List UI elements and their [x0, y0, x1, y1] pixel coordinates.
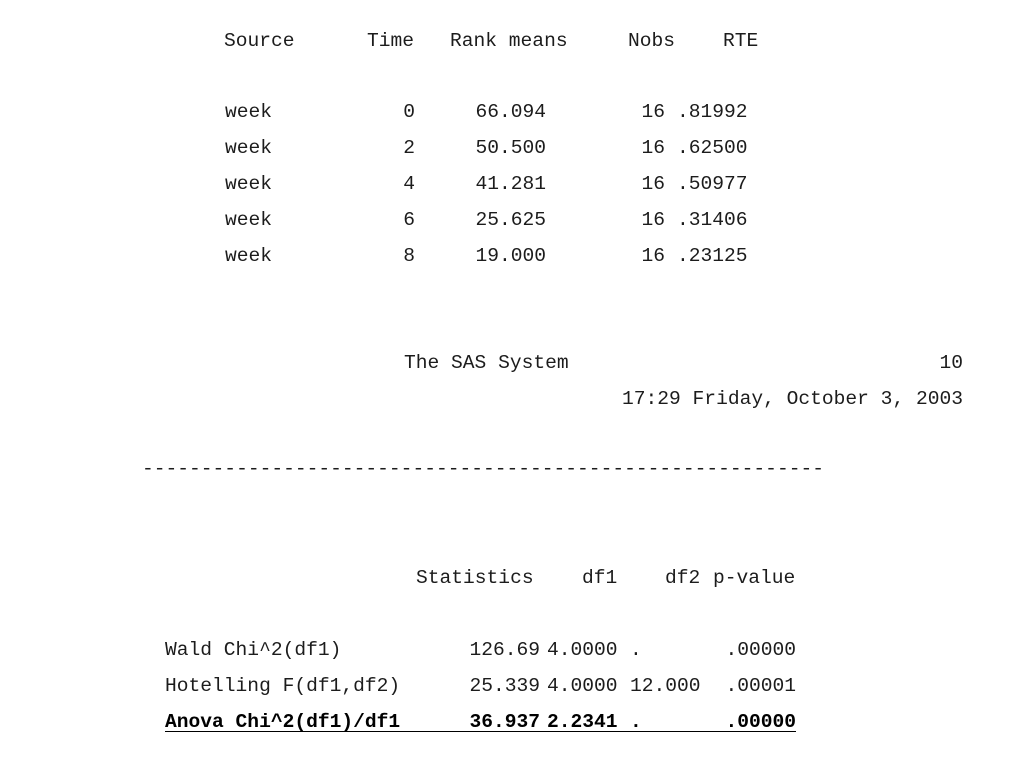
header-nobs: Nobs [628, 30, 676, 52]
page-number: 10 [939, 352, 963, 374]
row-rank-mean: 50.500 [475, 137, 546, 159]
stat-value: 36.937 [469, 711, 540, 733]
stat-df1: 2.2341 [547, 711, 618, 733]
header-rte: RTE [723, 30, 759, 52]
header-time: Time [367, 30, 415, 52]
stat-df2: 12.000 [630, 675, 701, 697]
timestamp: 17:29 Friday, October 3, 2003 [622, 388, 963, 410]
row-rte: .23125 [677, 245, 748, 267]
stat-p-value: .00000 [725, 639, 796, 661]
row-nobs: 16 [641, 173, 665, 195]
stat-df1: 4.0000 [547, 675, 618, 697]
row-nobs: 16 [641, 137, 665, 159]
row-time: 4 [403, 173, 415, 195]
stat-label: Wald Chi^2(df1) [165, 639, 342, 661]
row-rank-mean: 66.094 [475, 101, 546, 123]
row-rte: .31406 [677, 209, 748, 231]
row-source: week [225, 137, 273, 159]
row-rte: .50977 [677, 173, 748, 195]
stat-p-value: .00001 [725, 675, 796, 697]
row-nobs: 16 [641, 101, 665, 123]
row-time: 8 [403, 245, 415, 267]
stat-label: Hotelling F(df1,df2) [165, 675, 401, 697]
separator-line: ---------------------------------------------------------- [142, 458, 824, 480]
stat-label: Anova Chi^2(df1)/df1 [165, 711, 401, 733]
header-source: Source [224, 30, 295, 52]
row-source: week [225, 245, 273, 267]
row-time: 0 [403, 101, 415, 123]
header-p-value: p-value [713, 567, 796, 589]
system-title: The SAS System [404, 352, 569, 374]
header-statistics: Statistics [416, 567, 534, 589]
row-time: 6 [403, 209, 415, 231]
row-rte: .62500 [677, 137, 748, 159]
row-rank-mean: 19.000 [475, 245, 546, 267]
row-source: week [225, 101, 273, 123]
row-rank-mean: 41.281 [475, 173, 546, 195]
stat-value: 25.339 [469, 675, 540, 697]
stat-df2: . [630, 639, 642, 661]
header-rank-means: Rank means [450, 30, 568, 52]
stat-df1: 4.0000 [547, 639, 618, 661]
row-rank-mean: 25.625 [475, 209, 546, 231]
header-df1: df1 [582, 567, 618, 589]
stat-p-value: .00000 [725, 711, 796, 733]
row-rte: .81992 [677, 101, 748, 123]
row-source: week [225, 173, 273, 195]
header-df2: df2 [665, 567, 701, 589]
row-nobs: 16 [641, 245, 665, 267]
row-source: week [225, 209, 273, 231]
stat-value: 126.69 [469, 639, 540, 661]
row-underline [165, 731, 796, 732]
row-time: 2 [403, 137, 415, 159]
stat-df2: . [630, 711, 642, 733]
row-nobs: 16 [641, 209, 665, 231]
